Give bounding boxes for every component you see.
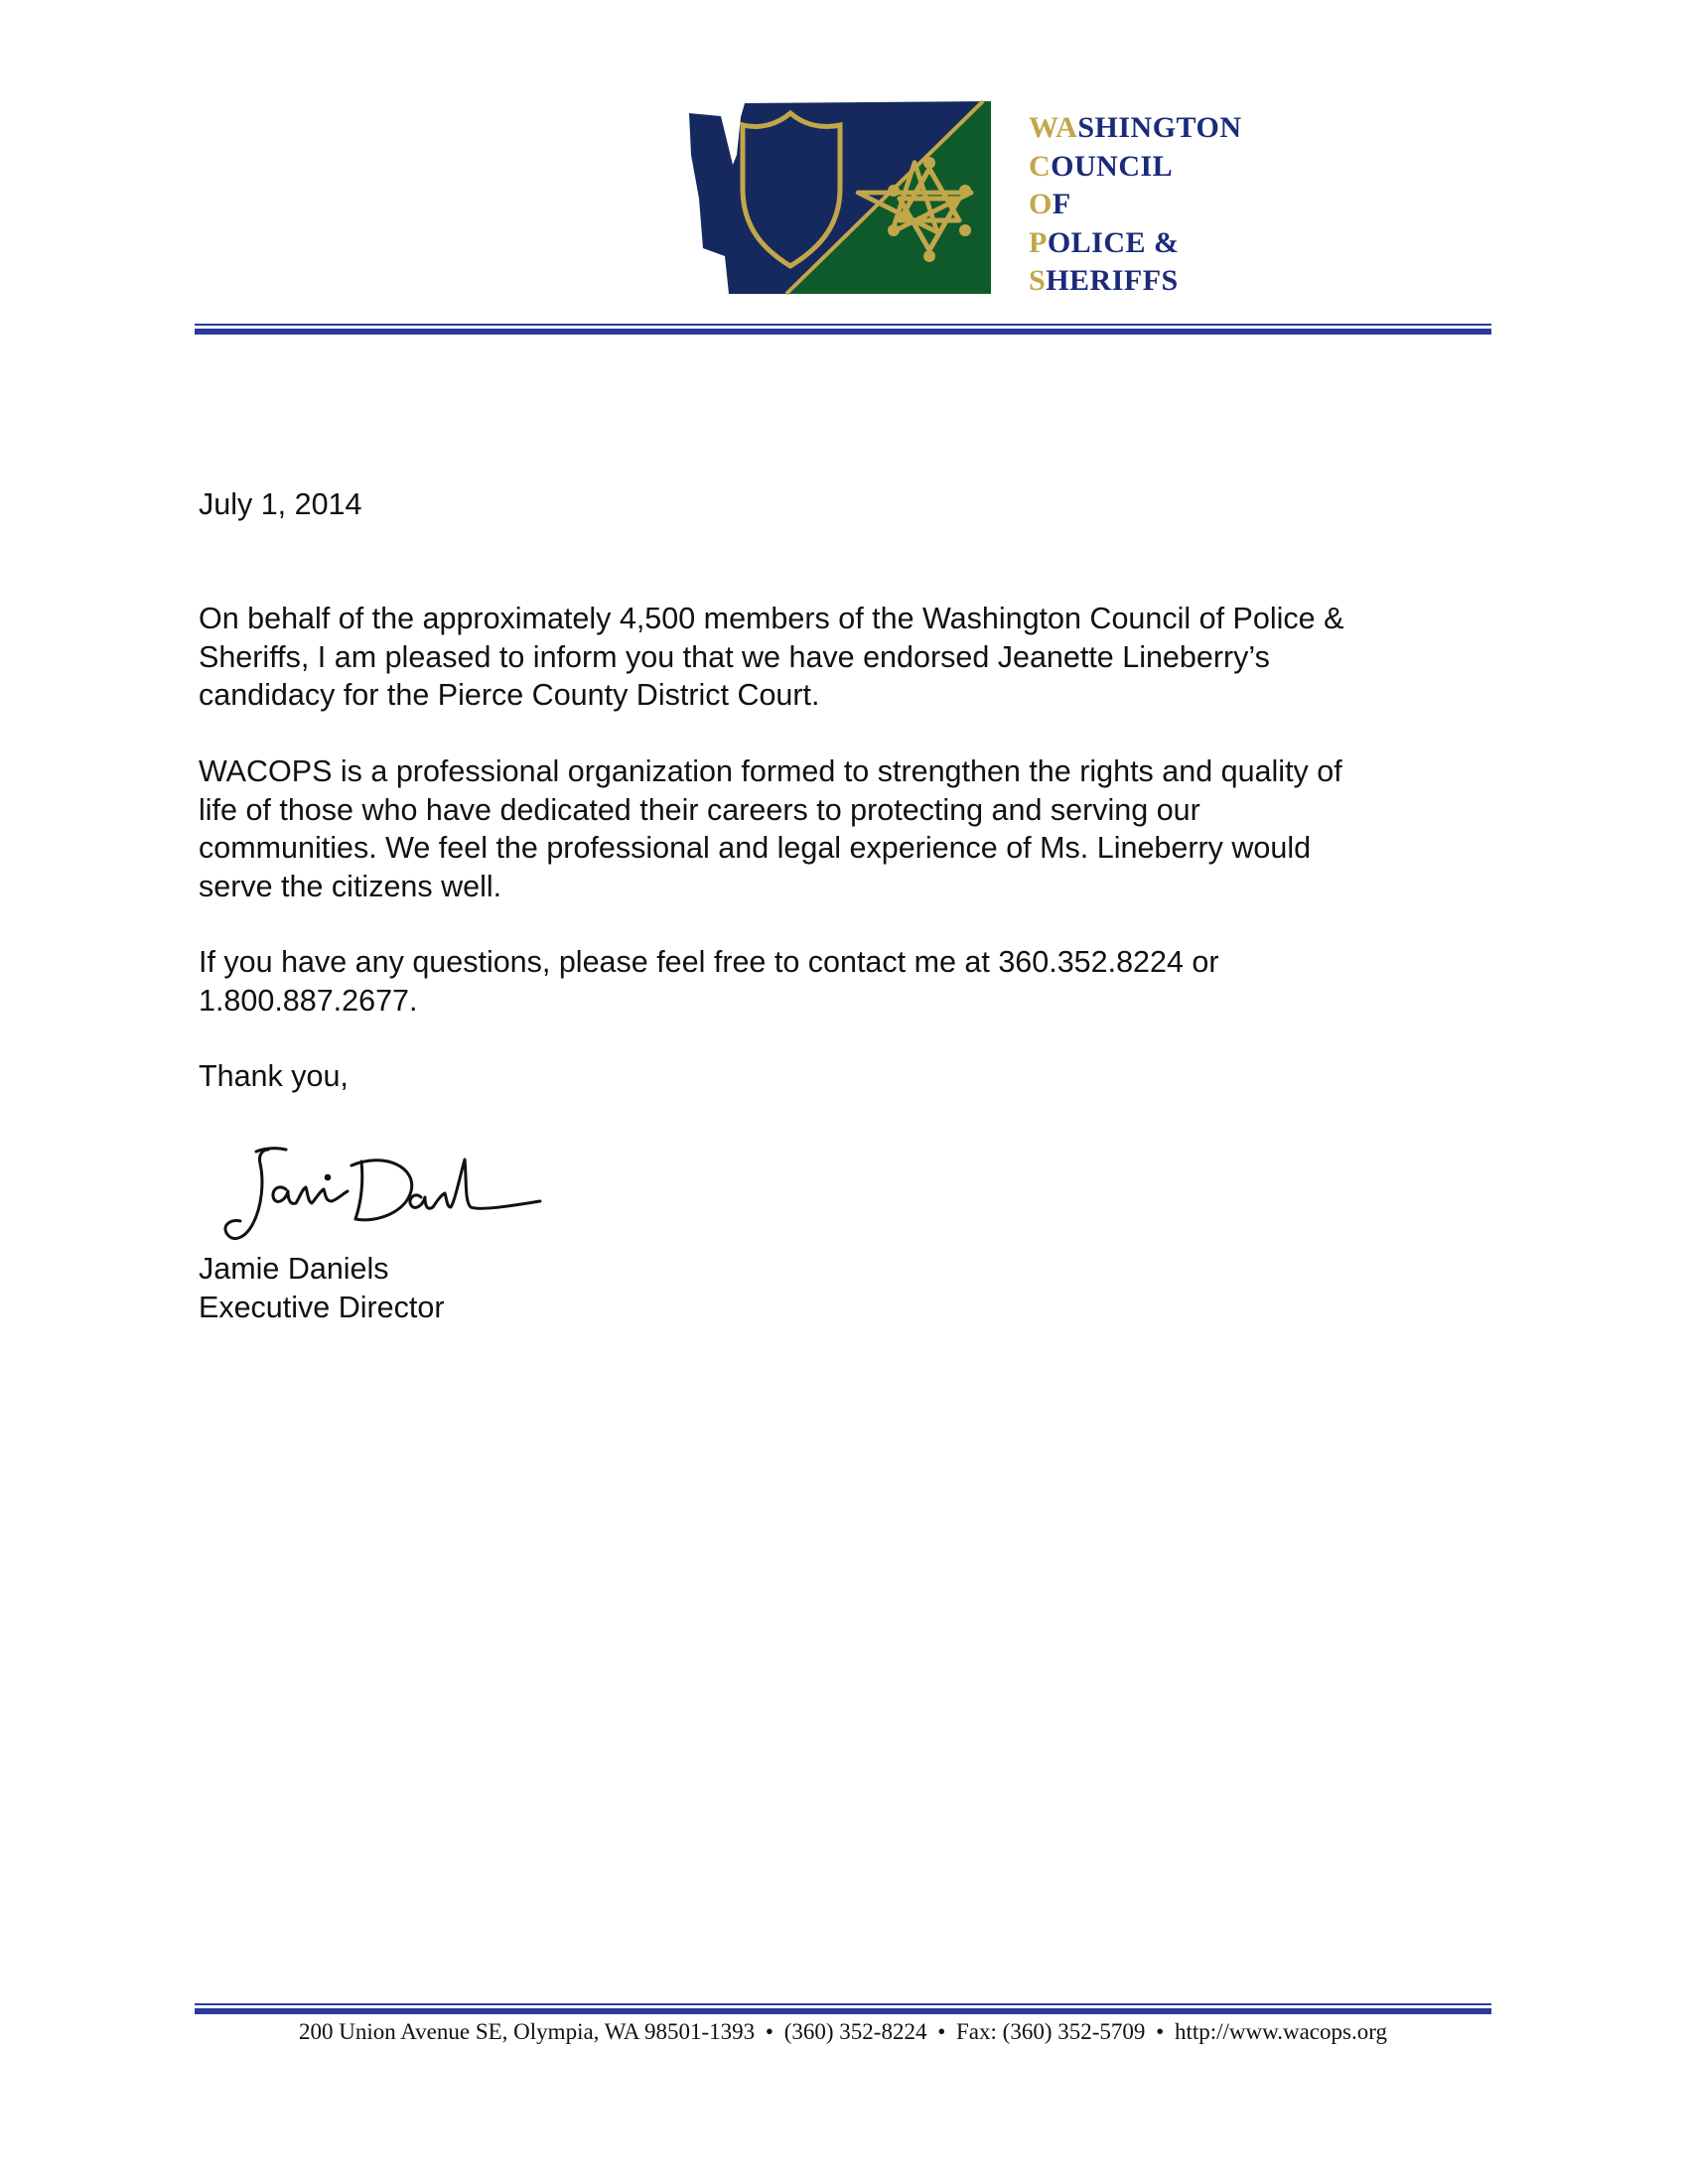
footer-phone: (360) 352-8224 [783,2019,927,2044]
footer-website-link[interactable]: http://www.wacops.org [1174,2019,1387,2044]
closing-line: Thank you, [199,1059,349,1093]
signer-title: Executive Director [199,1290,445,1324]
bullet-separator: • [937,2019,946,2044]
body-paragraph-2: WACOPS is a professional organization formed to strengthen the rights and quality of life of those who have dedicated their careers to protecting and serving our communities. We feel the professional and legal experience of Ms. Lineberry would serve the citizens well. [199,754,1342,903]
footer-fax: Fax: (360) 352-5709 [956,2019,1146,2044]
footer-address: 200 Union Avenue SE, Olympia, WA 98501-1393 [299,2019,756,2044]
bullet-separator: • [765,2019,774,2044]
org-name-line-4: POLICE & [1029,225,1180,259]
body-paragraph-1: On behalf of the approximately 4,500 members of the Washington Council of Police & Sheriffs, I am pleased to inform you that we have endorsed Jeanette Lineberry’s candidacy for the Pierce County District Court. [199,602,1344,712]
organization-name [1029,109,1242,301]
body-paragraph-3: If you have any questions, please feel free to contact me at 360.352.8224 or 1.800.887.2677. [199,945,1219,1018]
signer-name: Jamie Daniels [199,1252,389,1286]
org-name-line-1: WASHINGTON [1029,111,1242,144]
org-name-line-5: SHERIFFS [1029,264,1179,297]
org-name-line-3: OF [1029,188,1071,220]
wacops-logo-icon [685,99,1003,298]
footer-divider [195,2003,1491,2014]
bullet-separator: • [1156,2019,1165,2044]
org-name-line-2: COUNCIL [1029,149,1174,183]
footer-contact [195,2019,1491,2045]
letter-date: July 1, 2014 [199,487,362,521]
header-divider [195,324,1491,335]
signer-block [199,1250,1489,1326]
signature-icon [216,1142,544,1251]
